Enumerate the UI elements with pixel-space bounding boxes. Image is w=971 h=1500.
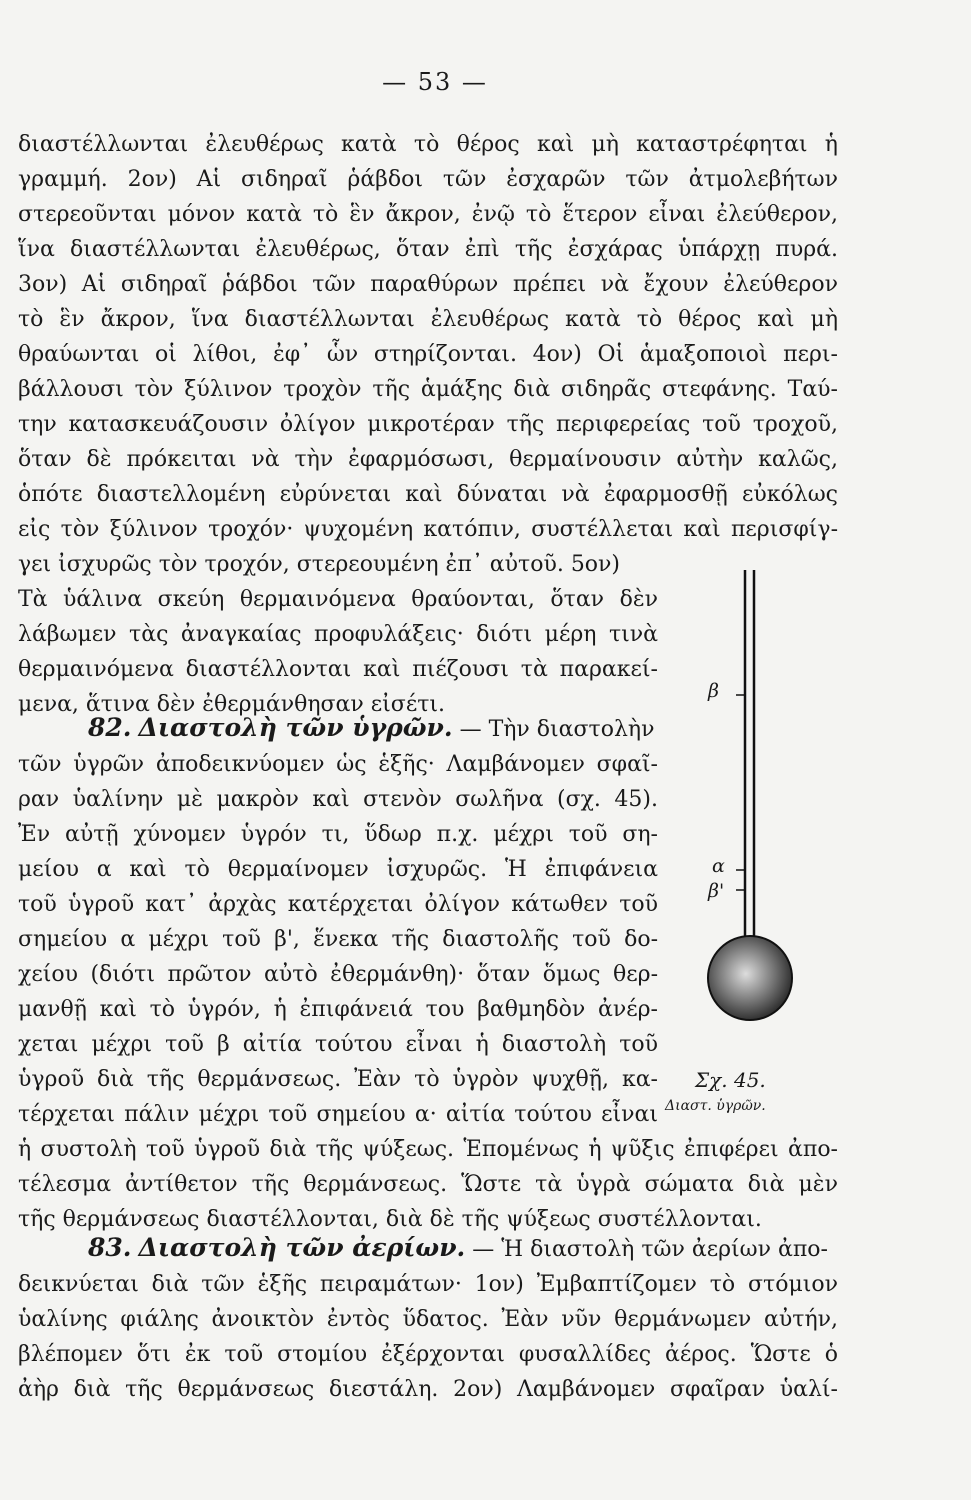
text-line: μανθῇ καὶ τὸ ὑγρόν, ἡ ἐπιφάνειά του βαθμηδὸν ἀνέρ- — [18, 997, 658, 1022]
figure-caption-wrap — [695, 1068, 815, 1094]
text-line: τῶν ὑγρῶν ἀποδεικνύομεν ὡς ἑξῆς· Λαμβάνομεν σφαῖ- — [18, 752, 658, 777]
text-line: ἡ συστολὴ τοῦ ὑγροῦ διὰ τῆς ψύξεως. Ἑπομένως ἡ ψῦξις ἐπιφέρει ἀπο- — [18, 1137, 838, 1162]
text-line: δεικνύεται διὰ τῶν ἑξῆς πειραμάτων· 1ον) Ἐμβαπτίζομεν τὸ στόμιον — [18, 1272, 838, 1297]
text-line: ἵνα διαστέλλωνται ἐλευθέρως, ὅταν ἐπὶ τῆς ἐσχάρας ὑπάρχῃ πυρά. — [18, 237, 838, 262]
text-line: στερεοῦνται μόνον κατὰ τὸ ἓν ἄκρον, ἐνῷ τὸ ἕτερον εἶναι ἐλεύθερον, — [18, 202, 838, 227]
section-83-lead: — Ἡ διαστολὴ τῶν ἀερίων ἀπο- — [472, 1237, 828, 1262]
section-83-title: Διαστολὴ τῶν ἀερίων. — [138, 1233, 466, 1262]
text-line: χεται μέχρι τοῦ β αἰτία τούτου εἶναι ἡ διαστολὴ τοῦ — [18, 1032, 658, 1057]
text-line: ὁπότε διαστελλομένη εὐρύνεται καὶ δύναται νὰ ἐφαρμοσθῇ εὐκόλως — [18, 482, 838, 507]
text-line: ὑαλίνης φιάλης ἀνοικτὸν ἐντὸς ὕδατος. Ἐὰν νῦν θερμάνωμεν αὐτήν, — [18, 1307, 838, 1332]
text-line: Τὰ ὑάλινα σκεύη θερμαινόμενα θραύονται, ὅταν δὲν — [18, 587, 658, 612]
text-line: τοῦ ὑγροῦ κατ᾽ ἀρχὰς κατέρχεται ὀλίγον κάτωθεν τοῦ — [18, 892, 658, 917]
section-82-number: 82. — [88, 713, 132, 742]
text-line: χείου (διότι πρῶτον αὐτὸ ἐθερμάνθη)· ὅταν ὅμως θερ- — [18, 962, 658, 987]
text-line: ἀὴρ διὰ τῆς θερμάνσεως διεστάλη. 2ον) Λαμβάνομεν σφαῖραν ὑαλί- — [18, 1377, 838, 1402]
text-line: τέρχεται πάλιν μέχρι τοῦ σημείου α· αἰτία τούτου εἶναι — [18, 1102, 658, 1127]
text-line: βάλλουσι τὸν ξύλινον τροχὸν τῆς ἁμάξης διὰ σιδηρᾶς στεφάνης. Ταύ- — [18, 377, 838, 402]
text-line: μείου α καὶ τὸ θερμαίνομεν ἰσχυρῶς. Ἡ ἐπιφάνεια — [18, 857, 658, 882]
text-line: βλέπομεν ὅτι ἐκ τοῦ στομίου ἐξέρχονται φυσαλλίδες ἀέρος. Ὥστε ὁ — [18, 1342, 838, 1367]
figure-subcaption: Διαστ. ὑγρῶν. — [665, 1098, 766, 1114]
label-a: α — [712, 855, 725, 877]
section-83-heading — [18, 1233, 838, 1263]
text-line: λάβωμεν τὰς ἀναγκαίας προφυλάξεις· διότι μέρη τινὰ — [18, 622, 658, 647]
text-line: μενα, ἅτινα δὲν ἐθερμάνθησαν εἰσέτι. — [18, 692, 446, 717]
section-83-number: 83. — [88, 1233, 132, 1262]
figure-45 — [690, 560, 840, 1120]
section-82-heading — [18, 713, 658, 743]
text-line: γει ἰσχυρῶς τὸν τροχόν, στερεουμένη ἐπ᾽ αὐτοῦ. 5ον) — [18, 552, 621, 577]
text-line: τῆς θερμάνσεως διαστέλλονται, διὰ δὲ τῆς ψύξεως συστέλλονται. — [18, 1207, 762, 1232]
text-line: Ἐν αὐτῇ χύνομεν ὑγρόν τι, ὕδωρ π.χ. μέχρι τοῦ ση- — [18, 822, 658, 847]
figure-subcaption-wrap — [665, 1098, 825, 1118]
text-line: θερμαινόμενα διαστέλλονται καὶ πιέζουσι τὰ παρακεί- — [18, 657, 658, 682]
section-82-title: Διαστολὴ τῶν ὑγρῶν. — [138, 713, 453, 742]
text-line: σημείου α μέχρι τοῦ β', ἕνεκα τῆς διαστολῆς τοῦ δο- — [18, 927, 658, 952]
text-line: τὸ ἓν ἄκρον, ἵνα διαστέλλωνται ἐλευθέρως κατὰ τὸ θέρος καὶ μὴ — [18, 307, 838, 332]
text-line: διαστέλλωνται ἐλευθέρως κατὰ τὸ θέρος καὶ μὴ καταστρέφηται ἡ — [18, 132, 838, 157]
page-number: — 53 — — [382, 68, 488, 96]
text-line: γραμμή. 2ον) Αἱ σιδηραῖ ῥάβδοι τῶν ἐσχαρῶν τῶν ἀτμολεβήτων — [18, 167, 838, 192]
text-line: τέλεσμα ἀντίθετον τῆς θερμάνσεως. Ὥστε τὰ ὑγρὰ σώματα διὰ μὲν — [18, 1172, 838, 1197]
text-line: ραν ὑαλίνην μὲ μακρὸν καὶ στενὸν σωλῆνα (σχ. 45). — [18, 787, 658, 812]
section-82-lead: — Τὴν διαστολὴν — [459, 717, 655, 742]
text-line: εἰς τὸν ξύλινον τροχόν· ψυχομένη κατόπιν, συστέλλεται καὶ περισφίγ- — [18, 517, 838, 542]
flask-illustration — [690, 560, 840, 1120]
label-b: β — [708, 680, 719, 702]
text-line: 3ον) Αἱ σιδηραῖ ῥάβδοι τῶν παραθύρων πρέπει νὰ ἔχουν ἐλεύθερον — [18, 272, 838, 297]
text-line: θραύωνται οἱ λίθοι, ἐφ᾽ ὧν στηρίζονται. 4ον) Οἱ ἁμαξοποιοὶ περι- — [18, 342, 838, 367]
text-line: την κατασκευάζουσιν ὀλίγον μικροτέραν τῆς περιφερείας τοῦ τροχοῦ, — [18, 412, 838, 437]
figure-caption: Σχ. 45. — [695, 1068, 766, 1092]
text-line: ὑγροῦ διὰ τῆς θερμάνσεως. Ἐὰν τὸ ὑγρὸν ψυχθῇ, κα- — [18, 1067, 658, 1092]
text-line: ὅταν δὲ πρόκειται νὰ τὴν ἐφαρμόσωσι, θερμαίνουσιν αὐτὴν καλῶς, — [18, 447, 838, 472]
label-b-prime: β' — [708, 880, 725, 902]
